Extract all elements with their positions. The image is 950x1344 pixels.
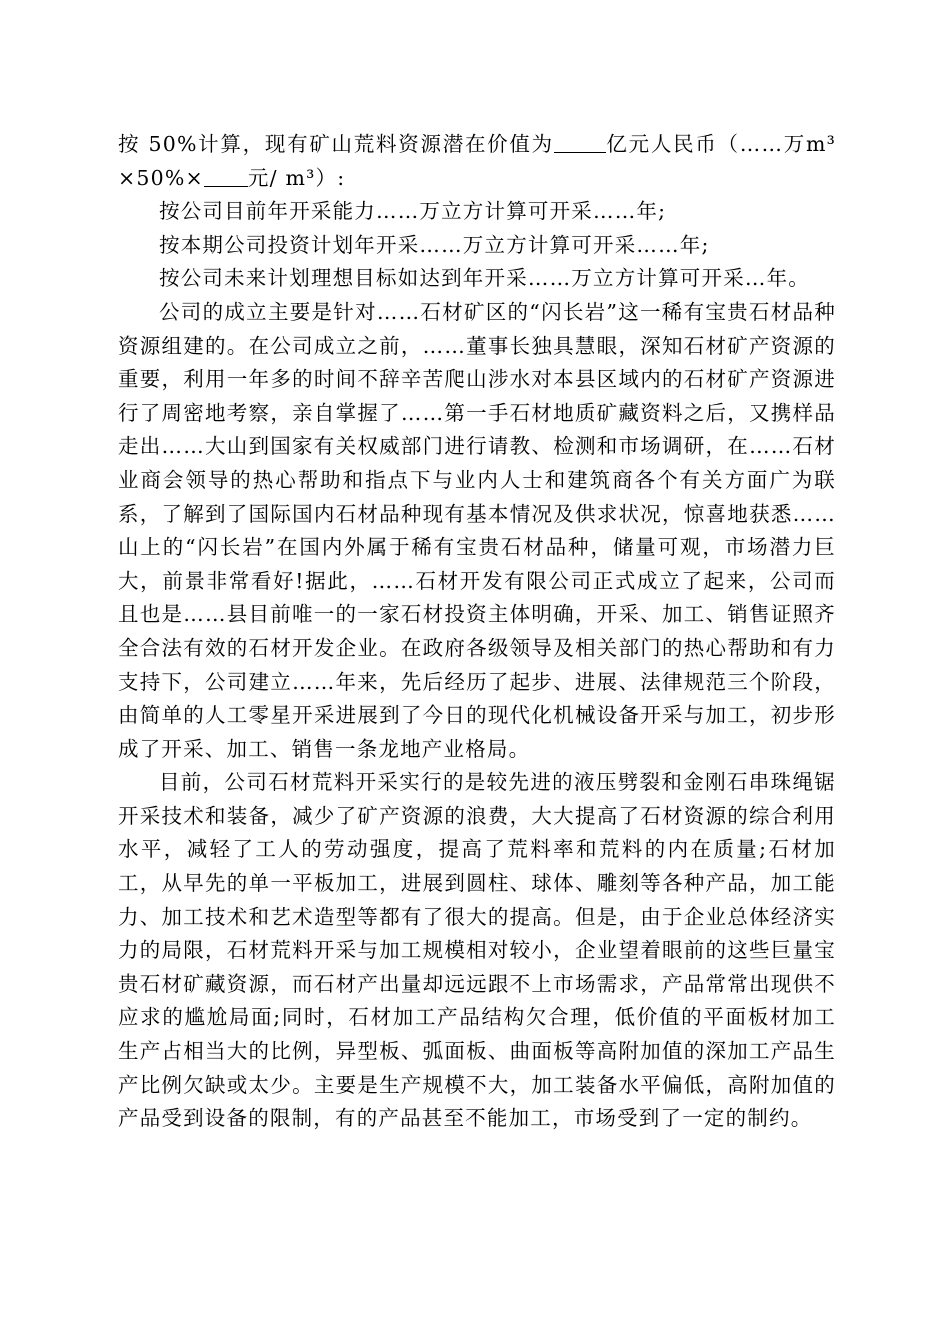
estimate-investment-plan: 按本期公司投资计划年开采……万立方计算可开采……年;: [159, 232, 710, 257]
document-body: [118, 128, 836, 1136]
intro-paragraph: [118, 128, 836, 195]
blank-value-billion: [554, 130, 606, 153]
estimate-current-capacity: 按公司目前年开采能力……万立方计算可开采……年;: [159, 199, 667, 224]
blank-unit-price: [204, 164, 248, 187]
intro-text-part1: 按 50%计算，现有矿山荒料资源潜在价值为: [118, 132, 554, 156]
company-history-paragraph: 公司的成立主要是针对……石材矿区的“闪长岩”这一稀有宝贵石材品种资源组建的。在公司成立之前，……董事长独具慧眼，深知石材矿产资源的重要，利用一年多的时间不辞辛苦爬山涉水对本县区域内的石材矿产资源进行了周密地考察，亲自掌握了……第一手石材地质矿藏资料之后，又携样品走出……大山到国家有关权威部门进行请教、检测和市场调研，在……石材业商会领导的热心帮助和指点下与业内人士和建筑商各个有关方面广为联系，了解到了国际国内石材品种现有基本情况及供求状况，惊喜地获悉……山上的“闪长岩”在国内外属于稀有宝贵石材品种，储量可观，市场潜力巨大，前景非常看好!据此，……石材开发有限公司正式成立了起来，公司而且也是……县目前唯一的一家石材投资主体明确，开采、加工、销售证照齐全合法有效的石材开发企业。在政府各级领导及相关部门的热心帮助和有力支持下，公司建立……年来，先后经历了起步、进展、法律规范三个阶段，由简单的人工零星开采进展到了今日的现代化机械设备开采与加工，初步形成了开采、加工、销售一条龙地产业格局。: [118, 299, 836, 761]
current-status-paragraph: 目前，公司石材荒料开采实行的是较先进的液压劈裂和金刚石串珠绳锯开采技术和装备，减少了矿产资源的浪费，大大提高了石材资源的综合利用水平，减轻了工人的劳动强度，提高了荒料率和荒料的内在质量;石材加工，从早先的单一平板加工，进展到圆柱、球体、雕刻等各种产品，加工能力、加工技术和艺术造型等都有了很大的提高。但是，由于企业总体经济实力的局限，石材荒料开采与加工规模相对较小，企业望着眼前的这些巨量宝贵石材矿藏资源，而石材产出量却远远跟不上市场需求，产品常常出现供不应求的尴尬局面;同时，石材加工产品结构欠合理，低价值的平面板材加工生产占相当大的比例，异型板、弧面板、曲面板等高附加值的深加工产品生产比例欠缺或太少。主要是生产规模不大，加工装备水平偏低，高附加值的产品受到设备的限制，有的产品甚至不能加工，市场受到了一定的制约。: [118, 770, 836, 1131]
intro-text-part3: 元/ m³）:: [247, 165, 346, 190]
estimate-future-target: 按公司未来计划理想目标如达到年开采……万立方计算可开采…年。: [159, 266, 810, 291]
intro-text-part2: 亿元人民币（……万m³×50%×: [118, 132, 837, 190]
